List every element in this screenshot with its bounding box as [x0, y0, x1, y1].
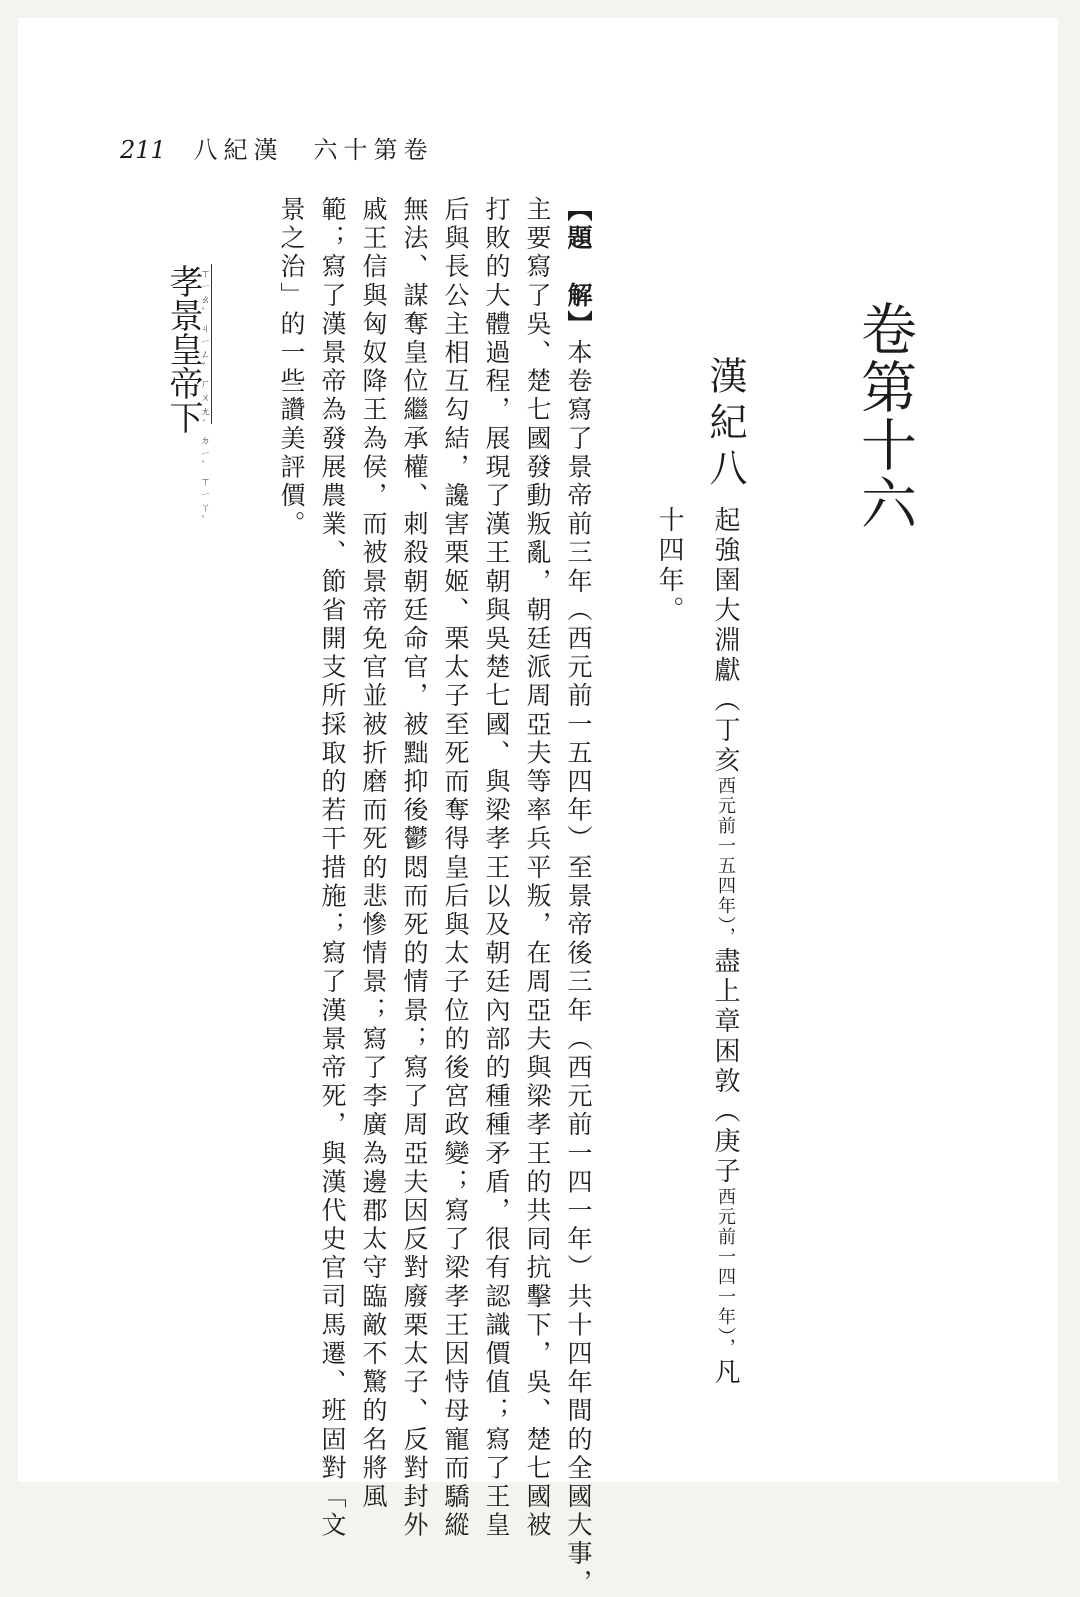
summary-column: 后與長公主相互勾結，讒害栗姬、栗太子至死而奪得皇后與太子位的後宮政變；寫了梁孝王因恃母寵而驕縱 — [441, 196, 470, 1541]
summary-column — [566, 196, 591, 1597]
emperor-heading-rule — [211, 264, 212, 424]
emperor-heading-zhuyin: ㄒㄧㄠˋㄐㄧㄥˇㄏㄨㄤˊㄉㄧˋㄒㄧㄚˋ — [198, 268, 209, 531]
range-total-prefix: 凡 — [710, 1358, 740, 1388]
summary-column: 戚王信與匈奴降王為侯，而被景帝免官並被折磨而死的悲慘情景；寫了李廣為邊郡太守臨敵不驚的名將風 — [359, 196, 388, 1512]
page-number: 211 — [120, 136, 166, 164]
chapter-subtitle: 漢紀八 — [703, 356, 747, 494]
range-end: 盡上章困敦（庚子 — [710, 947, 740, 1187]
range-start: 起強圉大淵獻（丁亥 — [710, 506, 740, 776]
range-start-year: 西元前一五四年）， — [715, 776, 736, 947]
summary-heading: 【題 解】 — [564, 196, 593, 339]
emperor-heading: 孝景皇帝下 — [163, 264, 203, 434]
book-page — [18, 18, 1058, 1597]
summary-column: 無法、謀奪皇位繼承權、刺殺朝廷命官，被黜抑後鬱悶而死的情景；寫了周亞夫因反對廢栗太子、反對封外 — [400, 196, 429, 1541]
range-end-year: 西元前一四一年）， — [715, 1187, 736, 1358]
summary-text: 本卷寫了景帝前三年（西元前一五四年）至景帝後三年（西元前一四一年）共十四年間的全國大事， — [564, 339, 593, 1597]
chapter-range-line-1 — [712, 506, 738, 1388]
summary-column: 打敗的大體過程，展現了漢王朝與吳楚七國、與梁孝王以及朝廷內部的種種矛盾，很有認識價值；寫了王皇 — [482, 196, 511, 1541]
page-header — [120, 130, 433, 165]
chapter-range-line-2: 十四年。 — [654, 506, 684, 626]
summary-column: 範；寫了漢景帝為發展農業、節省開支所採取的若干措施；寫了漢景帝死，與漢代史官司馬遷、班固對「文 — [318, 196, 347, 1541]
summary-column: 主要寫了吳、楚七國發動叛亂，朝廷派周亞夫等率兵平叛，在周亞夫與梁孝王的共同抗擊下，吳、楚七國被 — [523, 196, 552, 1541]
running-title: 八紀漢 六十第卷 — [193, 136, 434, 164]
summary-column: 景之治」的一些讚美評價。 — [277, 196, 306, 540]
chapter-title: 卷第十六 — [852, 300, 917, 532]
